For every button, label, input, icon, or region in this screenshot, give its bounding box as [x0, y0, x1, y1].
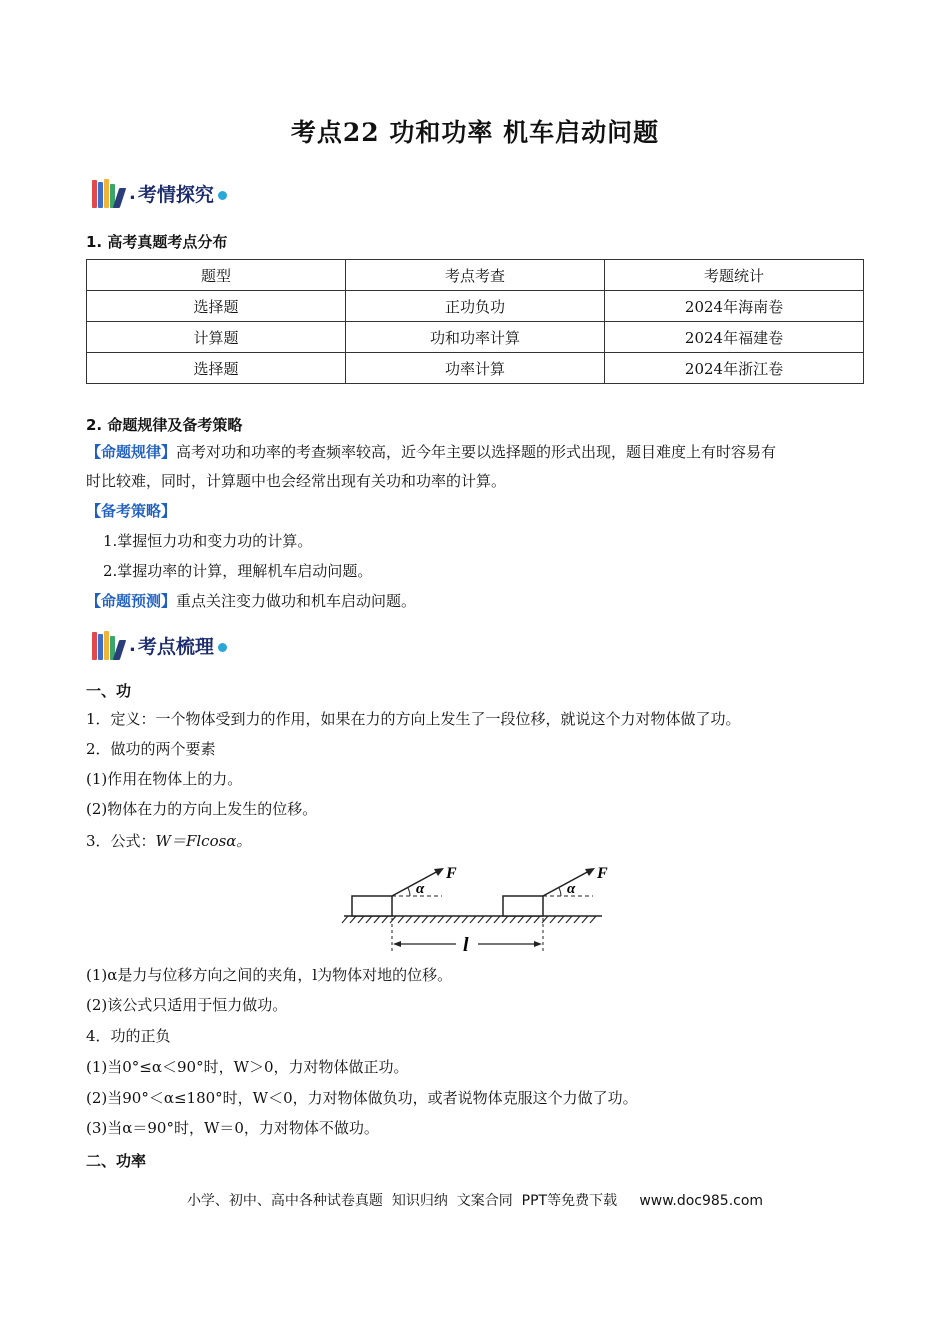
predict-text: 重点关注变力做功和机车启动问题。 [176, 592, 417, 610]
note-2: (2)该公式只适用于恒力做功。 [86, 996, 288, 1014]
sign-case-3: (3)当α＝90°时，W＝0，力对物体不做功。 [86, 1119, 379, 1137]
page-title: 考点22 功和功率 机车启动问题 [290, 118, 660, 147]
table-row [87, 291, 864, 322]
sign-case-2: (2)当90°＜α≤180°时，W＜0，力对物体做负功，或者说物体克服这个力做了功。 [86, 1089, 638, 1107]
books-icon [92, 178, 124, 208]
force-label: F [446, 865, 457, 882]
rule-text-line2: 时比较难，同时，计算题中也会经常出现有关功和功率的计算。 [86, 472, 507, 490]
predict-line [86, 591, 876, 611]
angle-label: α [567, 881, 576, 897]
work-diagram [338, 856, 608, 956]
rule-tag: 【命题规律】 [86, 443, 177, 461]
sign-heading: 4．功的正负 [86, 1027, 171, 1045]
table-row [87, 322, 864, 353]
work-element-1: (1)作用在物体上的力。 [86, 770, 243, 788]
formula-label: 3．公式： [86, 832, 156, 850]
force-label: F [597, 865, 608, 882]
table-cell: 正功负功 [346, 291, 605, 322]
section-heading-power: 二、功率 [86, 1152, 147, 1170]
table-header-cell: 题型 [87, 260, 346, 291]
block-end [503, 896, 543, 916]
table-row [87, 353, 864, 384]
block-start [352, 896, 392, 916]
badge-dot [218, 643, 227, 652]
work-formula [86, 831, 876, 851]
sign-case-1: (1)当0°≤α＜90°时，W＞0，力对物体做正功。 [86, 1058, 409, 1076]
table-cell: 计算题 [87, 322, 346, 353]
formula-expression: W＝Flcosα。 [155, 832, 252, 850]
work-elements: 2．做功的两个要素 [86, 740, 216, 758]
work-element-2: (2)物体在力的方向上发生的位移。 [86, 800, 318, 818]
section-heading-work: 一、功 [86, 682, 132, 700]
exam-stats-table [86, 259, 864, 384]
work-definition: 1．定义：一个物体受到力的作用，如果在力的方向上发生了一段位移，就说这个力对物体做了功。 [86, 710, 741, 728]
section-badge-knowledge: . 考点梳理 [92, 628, 227, 662]
rule-paragraph [86, 438, 876, 496]
strategy-tag: 【备考策略】 [86, 502, 177, 520]
strategy-item: 1.掌握恒力功和变力功的计算。 [103, 532, 313, 550]
table-cell: 2024年浙江卷 [605, 353, 864, 384]
angle-label: α [416, 881, 425, 897]
table-cell: 功和功率计算 [346, 322, 605, 353]
displacement-label: l [463, 934, 469, 956]
page-footer: 小学、初中、高中各种试卷真题 知识归纳 文案合同 PPT等免费下载 www.doc985.com [186, 1193, 764, 1209]
rule-text-line1: 高考对功和功率的考查频率较高，近今年主要以选择题的形式出现，题目难度上有时容易有 [176, 443, 777, 461]
section-heading-distribution: 1. 高考真题考点分布 [86, 233, 228, 251]
badge-dot [218, 191, 227, 200]
table-cell: 选择题 [87, 291, 346, 322]
badge-label: 考点梳理 [137, 635, 214, 658]
note-1: (1)α是力与位移方向之间的夹角，l为物体对地的位移。 [86, 966, 453, 984]
table-header-cell: 考题统计 [605, 260, 864, 291]
ground-hatching [342, 916, 596, 923]
table-cell: 选择题 [87, 353, 346, 384]
table-cell: 2024年海南卷 [605, 291, 864, 322]
table-header-cell: 考点考查 [346, 260, 605, 291]
table-header-row [87, 260, 864, 291]
predict-tag: 【命题预测】 [86, 592, 177, 610]
books-icon [92, 630, 124, 660]
table-cell: 2024年福建卷 [605, 322, 864, 353]
section-badge-exam-analysis: . 考情探究 [92, 176, 227, 210]
strategy-item: 2.掌握功率的计算，理解机车启动问题。 [103, 562, 373, 580]
table-cell: 功率计算 [346, 353, 605, 384]
badge-label: 考情探究 [137, 183, 214, 206]
section-heading-strategy: 2. 命题规律及备考策略 [86, 416, 243, 434]
